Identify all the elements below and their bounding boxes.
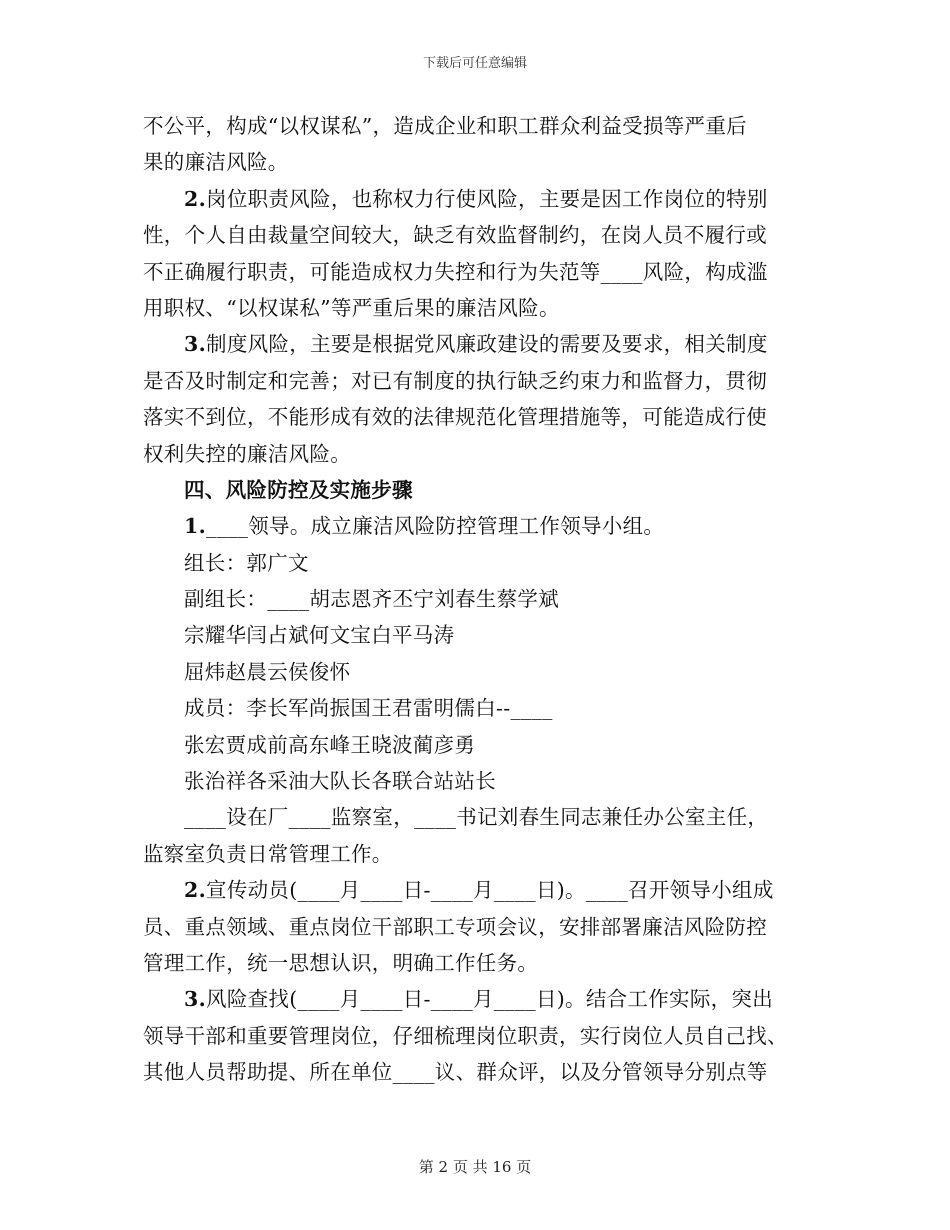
text-line <box>143 799 808 835</box>
text-line <box>143 909 808 945</box>
line-text: 监察室负责日常管理工作。 <box>143 841 393 866</box>
item-number: 2. <box>184 878 207 903</box>
text-line <box>143 472 808 508</box>
text-line <box>143 144 808 180</box>
text-line <box>143 690 808 726</box>
line-text: 果的廉洁风险。 <box>143 150 289 175</box>
line-text: 宗耀华闫占斌何文宝白平马涛 <box>184 623 455 648</box>
line-text: 宣传动员(____月____日-____月____日)。____召开领导小组成 <box>206 878 774 903</box>
line-text: ____领导。成立廉洁风险防控管理工作领导小组。 <box>206 514 665 539</box>
item-number: 3. <box>184 332 207 357</box>
line-text: 其他人员帮助提、所在单位____议、群众评，以及分管领导分别点等 <box>143 1060 768 1085</box>
line-text: 组长：郭广文 <box>184 550 309 575</box>
text-line <box>143 290 808 326</box>
text-line <box>143 727 808 763</box>
text-line <box>143 254 808 290</box>
page-header: 下载后可任意编辑 <box>422 56 527 71</box>
text-line <box>143 617 808 653</box>
line-text: 不公平，构成“以权谋私”，造成企业和职工群众利益受损等严重后 <box>143 114 747 138</box>
line-text: 屈炜赵晨云侯俊怀 <box>184 659 351 684</box>
text-line <box>143 181 808 217</box>
line-text: 用职权、“以权谋私”等严重后果的廉洁风险。 <box>143 295 560 320</box>
item-number: 3. <box>184 987 207 1012</box>
text-line <box>143 436 808 472</box>
line-text: 不正确履行职责，可能造成权力失控和行为失范等____风险，构成滥 <box>143 259 768 284</box>
text-line <box>143 654 808 690</box>
text-line <box>143 981 808 1017</box>
line-text: 张治祥各采油大队长各联合站站长 <box>184 769 496 794</box>
text-line <box>143 1018 808 1054</box>
line-text: 岗位职责风险，也称权力行使风险，主要是因工作岗位的特别 <box>206 186 768 211</box>
line-text: 四、风险防控及实施步骤 <box>184 477 413 502</box>
line-text: 是否及时制定和完善；对已有制度的执行缺乏约束力和监督力，贯彻 <box>143 368 767 393</box>
page-footer: 第 2 页 共 16 页 <box>418 1158 532 1176</box>
line-text: 管理工作，统一思想认识，明确工作任务。 <box>143 950 539 975</box>
text-line <box>143 326 808 362</box>
text-line <box>143 836 808 872</box>
line-text: 制度风险，主要是根据党风廉政建设的需要及要求，相关制度 <box>206 332 768 357</box>
item-number: 1. <box>184 514 207 539</box>
text-line <box>143 217 808 253</box>
text-line <box>143 945 808 981</box>
text-line <box>143 399 808 435</box>
text-line <box>143 363 808 399</box>
line-text: 落实不到位，不能形成有效的法律规范化管理措施等，可能造成行使 <box>143 405 767 430</box>
text-line <box>143 508 808 544</box>
text-line <box>143 545 808 581</box>
item-number: 2. <box>184 186 207 211</box>
document-body <box>143 108 808 1091</box>
text-line <box>143 763 808 799</box>
text-line <box>143 108 808 144</box>
line-text: 领导干部和重要管理岗位，仔细梳理岗位职责，实行岗位人员自己找、 <box>143 1023 788 1048</box>
line-text: 性，个人自由裁量空间较大，缺乏有效监督制约，在岗人员不履行或 <box>143 223 767 248</box>
line-text: 权利失控的廉洁风险。 <box>143 441 351 466</box>
line-text: 张宏贾成前高东峰王晓波蔺彦勇 <box>184 732 476 757</box>
line-text: 风险查找(____月____日-____月____日)。结合工作实际，突出 <box>206 987 774 1012</box>
text-line <box>143 872 808 908</box>
line-text: 副组长：____胡志恩齐丕宁刘春生蔡学斌 <box>184 587 559 612</box>
line-text: 成员：李长军尚振国王君雷明儒白--____ <box>184 696 553 721</box>
line-text: 员、重点领域、重点岗位干部职工专项会议，安排部署廉洁风险防控 <box>143 914 767 939</box>
line-text: ____设在厂____监察室，____书记刘春生同志兼任办公室主任， <box>184 805 769 830</box>
text-line <box>143 1054 808 1090</box>
text-line <box>143 581 808 617</box>
